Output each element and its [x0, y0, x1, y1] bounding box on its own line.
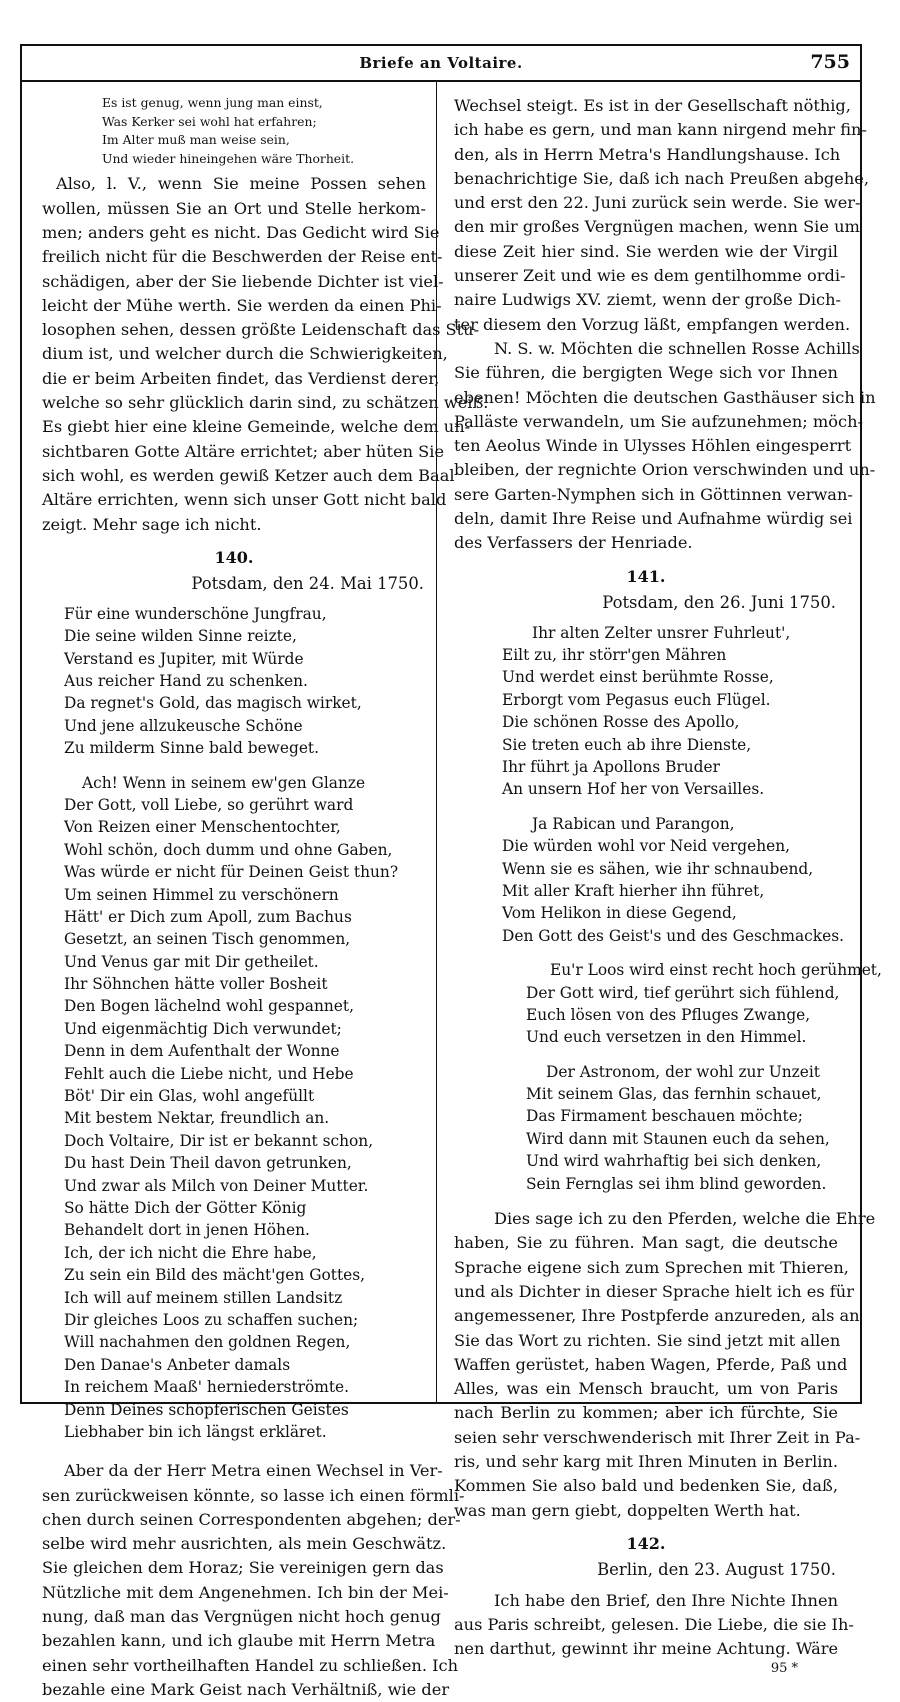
signature-mark: 95 *	[770, 1660, 798, 1676]
text-line: Kommen Sie also bald und bedenken Sie, daß,	[454, 1476, 838, 1496]
paragraph	[454, 1207, 876, 1523]
paragraph	[42, 1459, 465, 1702]
verse-line: Und eigenmächtig Dich verwundet;	[64, 1019, 342, 1038]
text-line: einen sehr vortheilhaften Handel zu schließen. Ich	[42, 1655, 459, 1675]
verse-line: Eilt zu, ihr störr'gen Mähren	[502, 646, 727, 665]
text-line: schädigen, aber der Sie liebende Dichter ist viel-	[42, 271, 444, 291]
text-line: des Verfassers der Henriade.	[454, 533, 693, 553]
text-line: Also, l. V., wenn Sie meine Possen sehen	[56, 174, 426, 194]
text-line: aus Paris schreibt, gelesen. Die Liebe, die sie Ih-	[454, 1615, 854, 1635]
verse-line: Ihr alten Zelter unsrer Fuhrleut',	[532, 623, 791, 642]
verse-line: Behandelt dort in jenen Höhen.	[64, 1221, 310, 1240]
text-line: deln, damit Ihre Reise und Aufnahme würdig sei	[454, 509, 853, 529]
verse-line: Euch lösen von des Pfluges Zwange,	[526, 1005, 811, 1024]
text-line: ich habe es gern, und man kann nirgend mehr fin-	[454, 120, 867, 140]
text-line: Waffen gerüstet, haben Wagen, Pferde, Paß und	[454, 1354, 848, 1374]
letter-number: 140.	[214, 547, 254, 567]
verse-line: An unsern Hof her von Versailles.	[502, 780, 765, 799]
text-line: nach Berlin zu kommen; aber ich fürchte, Sie	[454, 1403, 838, 1423]
letter-number: 142.	[626, 1533, 666, 1553]
text-line: chen durch seinen Correspondenten abgehen; der-	[42, 1509, 461, 1529]
verse-line: Aus reicher Hand zu schenken.	[64, 672, 308, 690]
text-line: bezahle eine Mark Geist nach Verhältniß, wie der	[42, 1679, 450, 1699]
letter-number: 141.	[626, 566, 666, 586]
left-column	[42, 94, 489, 1702]
verse-line: Und werdet einst berühmte Rosse,	[502, 668, 774, 687]
paragraph	[454, 337, 876, 556]
verse-line: So hätte Dich der Götter König	[64, 1198, 307, 1217]
text-line: ter diesem den Vorzug läßt, empfangen werden.	[454, 314, 851, 334]
verse-line: Um seinen Himmel zu verschönern	[64, 885, 339, 904]
text-line: Es giebt hier eine kleine Gemeinde, welche dem un-	[42, 417, 471, 437]
verse-stanza	[454, 1061, 838, 1195]
verse-line: Dir gleiches Loos zu schaffen suchen;	[64, 1310, 359, 1329]
verse-line: Fehlt auch die Liebe nicht, und Hebe	[64, 1064, 354, 1083]
dateline: Berlin, den 23. August 1750.	[597, 1559, 836, 1579]
right-column	[454, 94, 882, 1676]
verse-line: Zu milderm Sinne bald beweget.	[64, 739, 320, 758]
text-line: N. S. w. Möchten die schnellen Rosse Achills	[494, 338, 860, 358]
text-line: Aber da der Herr Metra einen Wechsel in Ver-	[64, 1461, 443, 1481]
verse-line: Vom Helikon in diese Gegend,	[502, 904, 737, 923]
text-line: Sie das Wort zu richten. Sie sind jetzt mit allen	[454, 1330, 841, 1350]
verse-line: Mit bestem Nektar, freundlich an.	[64, 1109, 330, 1128]
paragraph	[454, 94, 870, 337]
text-line: Alles, was ein Mensch braucht, um von Paris	[454, 1379, 838, 1399]
text-line: bleiben, der regnichte Orion verschwinden und un-	[454, 460, 876, 480]
text-line: sich wohl, es werden gewiß Ketzer auch dem Baal	[42, 465, 455, 485]
verse-line: Den Bogen lächelnd wohl gespannet,	[64, 997, 354, 1016]
verse-line: Der Gott wird, tief gerührt sich fühlend,	[526, 983, 840, 1002]
verse-line: Für eine wunderschöne Jungfrau,	[64, 604, 327, 623]
verse-line: Liebhaber bin ich längst erkläret.	[64, 1422, 327, 1441]
text-line: Nützliche mit dem Angenehmen. Ich bin der Mei-	[42, 1582, 449, 1602]
verse-stanza	[454, 959, 882, 1049]
verse-line: Die würden wohl vor Neid vergehen,	[502, 837, 791, 856]
text-line: losophen sehen, dessen größte Leidenschaft das Stu-	[42, 320, 480, 340]
text-line: ebenen! Möchten die deutschen Gasthäuser sich in	[454, 387, 876, 407]
verse-line: Und zwar als Milch von Deiner Mutter.	[64, 1176, 369, 1195]
verse-line: Mit aller Kraft hierher ihn führet,	[502, 881, 765, 900]
verse-line: Gesetzt, an seinen Tisch genommen,	[64, 930, 351, 949]
text-line: wollen, müssen Sie an Ort und Stelle herkom-	[42, 198, 426, 218]
verse-line: Und Venus gar mit Dir getheilet.	[64, 952, 319, 971]
text-line: benachrichtige Sie, daß ich nach Preußen abgehe,	[454, 168, 870, 188]
text-line: Und wieder hineingehen wäre Thorheit.	[102, 150, 355, 166]
text-line: dium ist, und welcher durch die Schwierigkeiten,	[42, 344, 448, 364]
verse-line: Das Firmament beschauen möchte;	[526, 1107, 803, 1126]
verse-line: Und euch versetzen in den Himmel.	[526, 1028, 807, 1047]
text-line: was man gern giebt, doppelten Werth hat.	[454, 1500, 801, 1520]
text-line: Palläste verwandeln, um Sie aufzunehmen; möch-	[454, 411, 863, 431]
dateline: Potsdam, den 26. Juni 1750.	[602, 592, 836, 612]
text-line: sen zurückweisen könnte, so lasse ich einen förmli-	[42, 1485, 465, 1505]
text-line: leicht der Mühe werth. Sie werden da einen Phi-	[42, 295, 442, 315]
text-line: sichtbaren Gotte Altäre errichtet; aber hüten Sie	[42, 441, 445, 461]
verse-line: Zu sein ein Bild des mächt'gen Gottes,	[64, 1266, 366, 1285]
verse-line: Wohl schön, doch dumm und ohne Gaben,	[64, 840, 393, 859]
verse-line: Wenn sie es sähen, wie ihr schnaubend,	[502, 859, 814, 878]
verse-line: Sein Fernglas sei ihm blind geworden.	[526, 1174, 827, 1193]
text-line: ris, und sehr karg mit Ihren Minuten in Berlin.	[454, 1451, 838, 1471]
text-line: sere Garten-Nymphen sich in Göttinnen verwan-	[454, 484, 853, 504]
text-line: Altäre errichten, wenn sich unser Gott nicht bald	[42, 490, 447, 510]
text-line: Im Alter muß man weise sein,	[102, 132, 290, 148]
verse-line: Eu'r Loos wird einst recht hoch gerühmet,	[550, 961, 882, 980]
verse-line: Den Gott des Geist's und des Geschmackes.	[502, 926, 845, 945]
book-page	[20, 44, 882, 1699]
verse-line: Die seine wilden Sinne reizte,	[64, 627, 297, 646]
text-line: den, als in Herrn Metra's Handlungshause. Ich	[454, 144, 841, 164]
page-header	[22, 46, 860, 82]
text-line: und erst den 22. Juni zurück sein werde. Sie wer-	[454, 193, 861, 213]
text-line: angemessener, Ihre Postpferde anzureden, als an	[454, 1306, 860, 1326]
text-line: ten Aeolus Winde in Ulysses Höhlen eingesperrt	[454, 436, 852, 456]
verse-line: Du hast Dein Theil davon getrunken,	[64, 1154, 352, 1173]
verse-line: Ich, der ich nicht die Ehre habe,	[64, 1243, 317, 1262]
paragraph	[42, 172, 489, 536]
text-line: Dies sage ich zu den Pferden, welche die Ehre	[494, 1209, 876, 1229]
text-line: die er beim Arbeiten findet, das Verdienst derer,	[42, 368, 440, 388]
text-line: naire Ludwigs XV. ziemt, wenn der große Dich-	[454, 290, 841, 310]
text-line: den mir großes Vergnügen machen, wenn Sie um	[454, 217, 860, 237]
verse-line: Denn in dem Aufenthalt der Wonne	[64, 1042, 340, 1061]
text-line: Wechsel steigt. Es ist in der Gesellschaft nöthig,	[454, 96, 851, 115]
verse-line: Mit seinem Glas, das fernhin schauet,	[526, 1085, 822, 1104]
verse-line: Und wird wahrhaftig bei sich denken,	[526, 1152, 822, 1171]
verse-line: Den Danae's Anbeter damals	[64, 1355, 291, 1374]
verse-line: Doch Voltaire, Dir ist er bekannt schon,	[64, 1131, 374, 1150]
verse-line: Da regnet's Gold, das magisch wirket,	[64, 694, 362, 713]
text-line: welche so sehr glücklich darin sind, zu schätzen weiß.	[42, 393, 489, 413]
verse-line: Denn Deines schöpferischen Geistes	[64, 1400, 349, 1419]
verse-stanza	[454, 622, 838, 801]
text-line: und als Dichter in dieser Sprache hielt ich es für	[454, 1281, 854, 1301]
text-line: Was Kerker sei wohl hat erfahren;	[102, 113, 317, 129]
paragraph	[454, 1589, 854, 1662]
text-line: diese Zeit hier sind. Sie werden wie der Virgil	[454, 241, 838, 261]
text-line: men; anders geht es nicht. Das Gedicht wird Sie	[42, 222, 440, 242]
text-line: zeigt. Mehr sage ich nicht.	[42, 514, 262, 534]
text-line: Ich habe den Brief, den Ihre Nichte Ihnen	[494, 1590, 838, 1610]
verse-line: In reichem Maaß' herniederströmte.	[64, 1378, 350, 1397]
verse-line: Was würde er nicht für Deinen Geist thun?	[64, 863, 399, 882]
verse-line: Ach! Wenn in seinem ew'gen Glanze	[82, 773, 366, 792]
verse-line: Ja Rabican und Parangon,	[532, 814, 735, 833]
verse-line: Von Reizen einer Menschentochter,	[64, 818, 341, 837]
text-line: unserer Zeit und wie es dem gentilhomme ordi-	[454, 266, 846, 286]
text-line: selbe wird mehr ausrichten, als mein Geschwätz.	[42, 1534, 447, 1554]
text-line: Es ist genug, wenn jung man einst,	[102, 95, 323, 110]
text-line: Sie gleichen dem Horaz; Sie vereinigen gern das	[42, 1558, 444, 1578]
verse-line: Die schönen Rosse des Apollo,	[502, 713, 740, 732]
text-line: bezahlen kann, und ich glaube mit Herrn Metra	[42, 1631, 436, 1651]
verse-line: Hätt' er Dich zum Apoll, zum Bachus	[64, 907, 352, 926]
epigraph	[42, 94, 426, 168]
text-line: nung, daß man das Vergnügen nicht hoch genug	[42, 1607, 441, 1627]
verse-stanza	[42, 772, 426, 1444]
verse-line: Erborgt vom Pegasus euch Flügel.	[502, 690, 771, 709]
text-line: haben, Sie zu führen. Man sagt, die deutsche	[454, 1233, 838, 1253]
text-line: freilich nicht für die Beschwerden der Reise ent-	[42, 247, 443, 267]
verse-line: Will nachahmen den goldnen Regen,	[64, 1333, 351, 1352]
verse-line: Böt' Dir ein Glas, wohl angefüllt	[64, 1087, 315, 1106]
verse-line: Und jene allzukeusche Schöne	[64, 716, 303, 735]
verse-line: Der Gott, voll Liebe, so gerührt ward	[64, 795, 354, 814]
verse-line: Ihr Söhnchen hätte voller Bosheit	[64, 975, 328, 994]
verse-stanza	[42, 603, 426, 760]
text-line: Sie führen, die bergigten Wege sich vor Ihnen	[454, 363, 838, 383]
dateline: Potsdam, den 24. Mai 1750.	[191, 573, 424, 593]
verse-line: Ihr führt ja Apollons Bruder	[502, 757, 720, 776]
verse-line: Verstand es Jupiter, mit Würde	[64, 649, 304, 668]
running-title: Briefe an Voltaire.	[359, 54, 523, 72]
verse-line: Ich will auf meinem stillen Landsitz	[64, 1288, 343, 1307]
text-line: nen darthut, gewinnt ihr meine Achtung. Wäre	[454, 1639, 839, 1659]
page-number: 755	[810, 51, 850, 73]
verse-line: Sie treten euch ab ihre Dienste,	[502, 735, 752, 754]
text-line: Sprache eigene sich zum Sprechen mit Thieren,	[454, 1257, 849, 1277]
verse-stanza	[454, 813, 845, 947]
verse-line: Der Astronom, der wohl zur Unzeit	[546, 1062, 820, 1081]
text-line: seien sehr verschwenderisch mit Ihrer Zeit in Pa-	[454, 1427, 861, 1447]
verse-line: Wird dann mit Staunen euch da sehen,	[526, 1129, 830, 1148]
